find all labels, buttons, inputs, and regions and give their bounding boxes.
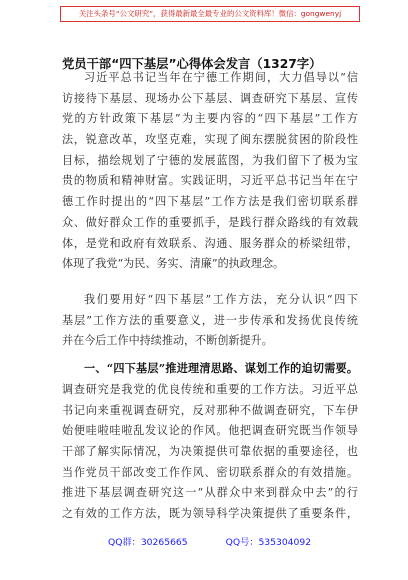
text-line: 干部了解实际情况，为决策提供可靠依据的重要途径，也 bbox=[62, 445, 358, 459]
text-line: 之有效的工作方法，既为领导科学决策提供了重要条件， bbox=[62, 507, 358, 521]
qq-group-text: QQ群：30265665 bbox=[108, 537, 188, 548]
text-line: 体现了我党“为民、务实、清廉”的执政理念。 bbox=[62, 257, 285, 271]
page-footer bbox=[108, 534, 311, 548]
text-line: 法，锐意改革，攻坚克难，实现了闽东摆脱贫困的阶段性 bbox=[62, 133, 358, 147]
text-line: 推进下基层调查研究这一“从群众中来到群众中去”的行 bbox=[62, 486, 358, 500]
text-line: 德工作时提出的“四下基层”工作方法是我们密切联系群 bbox=[62, 195, 358, 209]
text-line: 贵的物质和精神财富。实践证明，习近平总书记当年在宁 bbox=[62, 174, 358, 188]
text-line: 当作党员干部改变工作作风、密切联系群众的有效措施。 bbox=[62, 465, 358, 479]
paragraph-2 bbox=[62, 290, 358, 352]
text-line: 目标，描绘规划了宁德的发展蓝图，为我们留下了极为宝 bbox=[62, 153, 358, 167]
text-line: 众、做好群众工作的重要抓手，是践行群众路线的有效载 bbox=[62, 215, 358, 229]
text-line: 基层”工作方法的重要意义，进一步传承和发扬优良传统 bbox=[62, 313, 358, 327]
document-title: 党员干部“四下基层”心得体会发言（1327字） bbox=[62, 57, 322, 71]
text-line: 始便哇啦哇啦乱发议论的作风。他把调查研究既当作领导 bbox=[62, 424, 358, 438]
text-line: 我们要用好“四下基层”工作方法，充分认识“四下 bbox=[84, 293, 358, 306]
paragraph-3 bbox=[62, 380, 358, 525]
text-line: 书记向来重视调查研究，反对那种不做调查研究，下车伊 bbox=[62, 403, 358, 417]
text-line: 调查研究是我党的优良传统和重要的工作方法。习近平总 bbox=[62, 383, 358, 396]
qq-number-text: QQ号：535304092 bbox=[225, 537, 312, 548]
header-banner: 关注头条号“公文研究”，获得最新最全最专业的公文资料库！微信：gongwenyj bbox=[60, 6, 360, 22]
text-line: 访接待下基层、现场办公下基层、调查研究下基层、宣传 bbox=[62, 91, 358, 105]
text-line: 党的方针政策下基层”为主要内容的“四下基层”工作方 bbox=[62, 112, 358, 126]
section-heading: 一、“四下基层”推进理清思路、谋划工作的迫切需要。 bbox=[84, 362, 358, 375]
text-line: 并在今后工作中持续推动，不断创新提升。 bbox=[62, 334, 273, 348]
text-line: 习近平总书记当年在宁德工作期间，大力倡导以“信 bbox=[84, 71, 358, 84]
text-line: 体，是党和政府有效联系、沟通、服务群众的桥梁纽带， bbox=[62, 236, 358, 250]
paragraph-1 bbox=[62, 68, 358, 275]
